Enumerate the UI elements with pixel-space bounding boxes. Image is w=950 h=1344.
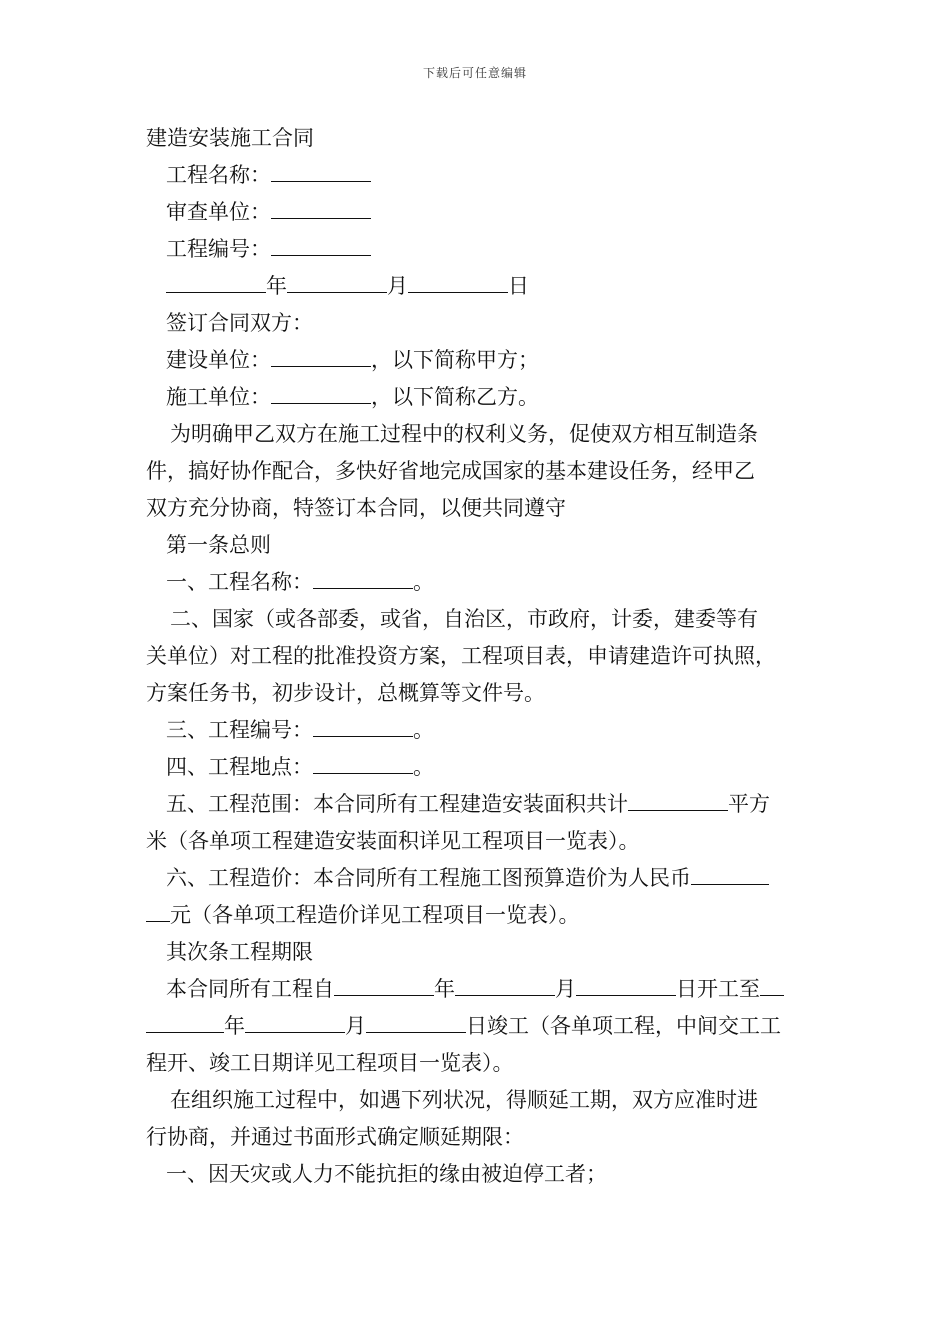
item-3-label: 三、工程编号：: [166, 718, 313, 742]
contractor-row: [146, 379, 826, 416]
period-year-blank: [334, 973, 434, 996]
preamble-line: 双方充分协商，特签订本合同，以便共同遵守: [146, 496, 566, 520]
delay-item-1: 一、因天灾或人力不能抗拒的缘由被迫停工者；: [166, 1162, 607, 1186]
parties-label: 签订合同双方：: [166, 311, 313, 335]
item-6-row: [146, 860, 826, 897]
item-5-row: [146, 786, 826, 823]
item-5-blank: [628, 788, 728, 811]
preamble-line: 件，搞好协作配合，多快好省地完成国家的基本建设任务，经甲乙: [146, 459, 755, 483]
review-unit-row: [146, 194, 826, 231]
period-end-year-blank: [760, 973, 784, 996]
review-unit-label: 审查单位：: [166, 200, 271, 224]
item-1-suffix: 。: [413, 570, 434, 594]
project-number-row: [146, 231, 826, 268]
project-number-label: 工程编号：: [166, 237, 271, 261]
item-6-text: 六、工程造价：本合同所有工程施工图预算造价为人民币: [166, 866, 691, 890]
project-name-label: 工程名称：: [166, 163, 271, 187]
contractor-label: 施工单位：: [166, 385, 271, 409]
delay-paragraph-line: 在组织施工过程中，如遇下列状况，得顺延工期，双方应准时进: [170, 1088, 758, 1112]
document-title: 建造安装施工合同: [146, 126, 314, 150]
preamble-line: 为明确甲乙双方在施工过程中的权利义务，促使双方相互制造条: [170, 422, 758, 446]
item-1-blank: [313, 566, 413, 589]
project-name-blank: [271, 159, 371, 182]
period-end-day-blank: [366, 1010, 466, 1033]
period-month2-label: 月: [345, 1014, 366, 1038]
item-2-line: 关单位）对工程的批准投资方案，工程项目表，申请建造许可执照，: [146, 644, 776, 668]
period-month-label: 月: [555, 977, 576, 1001]
item-4-suffix: 。: [413, 755, 434, 779]
period-year-label: 年: [434, 977, 455, 1001]
contractor-suffix: ，以下简称乙方。: [371, 385, 539, 409]
item-1-label: 一、工程名称：: [166, 570, 313, 594]
item-4-row: [146, 749, 826, 786]
date-month-blank: [287, 270, 387, 293]
item-6-line-2: [146, 897, 826, 934]
period-year2-label: 年: [224, 1014, 245, 1038]
item-6-blank-cont: [146, 899, 170, 922]
item-5-prefix: 五、工程范围：本合同所有工程建造安装面积共计: [166, 792, 628, 816]
project-number-blank: [271, 233, 371, 256]
item-3-suffix: 。: [413, 718, 434, 742]
period-day-blank: [576, 973, 676, 996]
date-year-label: 年: [266, 274, 287, 298]
date-year-blank: [166, 270, 266, 293]
header-note: 下载后可任意编辑: [422, 66, 527, 80]
date-day-label: 日: [508, 274, 529, 298]
item-1-row: [146, 564, 826, 601]
period-line-3: 程开、竣工日期详见工程项目一览表）。: [146, 1051, 514, 1075]
item-5-suffix: 平方: [728, 792, 770, 816]
period-end-year-blank-cont: [146, 1010, 224, 1033]
item-3-blank: [313, 714, 413, 737]
builder-blank: [271, 344, 371, 367]
item-4-label: 四、工程地点：: [166, 755, 313, 779]
item-3-row: [146, 712, 826, 749]
builder-row: [146, 342, 826, 379]
item-2-line: 方案任务书，初步设计，总概算等文件号。: [146, 681, 545, 705]
period-month-blank: [455, 973, 555, 996]
builder-label: 建设单位：: [166, 348, 271, 372]
builder-suffix: ，以下简称甲方；: [371, 348, 539, 372]
contractor-blank: [271, 381, 371, 404]
period-end-text: 日竣工（各单项工程，中间交工工: [466, 1014, 781, 1038]
period-start-label: 日开工至: [676, 977, 760, 1001]
item-4-blank: [313, 751, 413, 774]
period-prefix: 本合同所有工程自: [166, 977, 334, 1001]
date-month-label: 月: [387, 274, 408, 298]
project-name-row: [146, 157, 826, 194]
item-5-line-2: 米（各单项工程建造安装面积详见工程项目一览表）。: [146, 829, 640, 853]
article-2-title: 其次条工程期限: [166, 940, 313, 964]
item-2-line: 二、国家（或各部委，或省，自治区，市政府，计委，建委等有: [170, 607, 758, 631]
item-6-line-2-text: 元（各单项工程造价详见工程项目一览表）。: [170, 903, 580, 927]
date-row: [146, 268, 826, 305]
period-end-month-blank: [245, 1010, 345, 1033]
delay-paragraph-line: 行协商，并通过书面形式确定顺延期限：: [146, 1125, 524, 1149]
date-day-blank: [408, 270, 508, 293]
review-unit-blank: [271, 196, 371, 219]
period-row-2: [146, 1008, 826, 1045]
document-body: [146, 120, 826, 1193]
period-row: [146, 971, 826, 1008]
item-6-blank: [691, 862, 769, 885]
article-1-title: 第一条总则: [166, 533, 271, 557]
